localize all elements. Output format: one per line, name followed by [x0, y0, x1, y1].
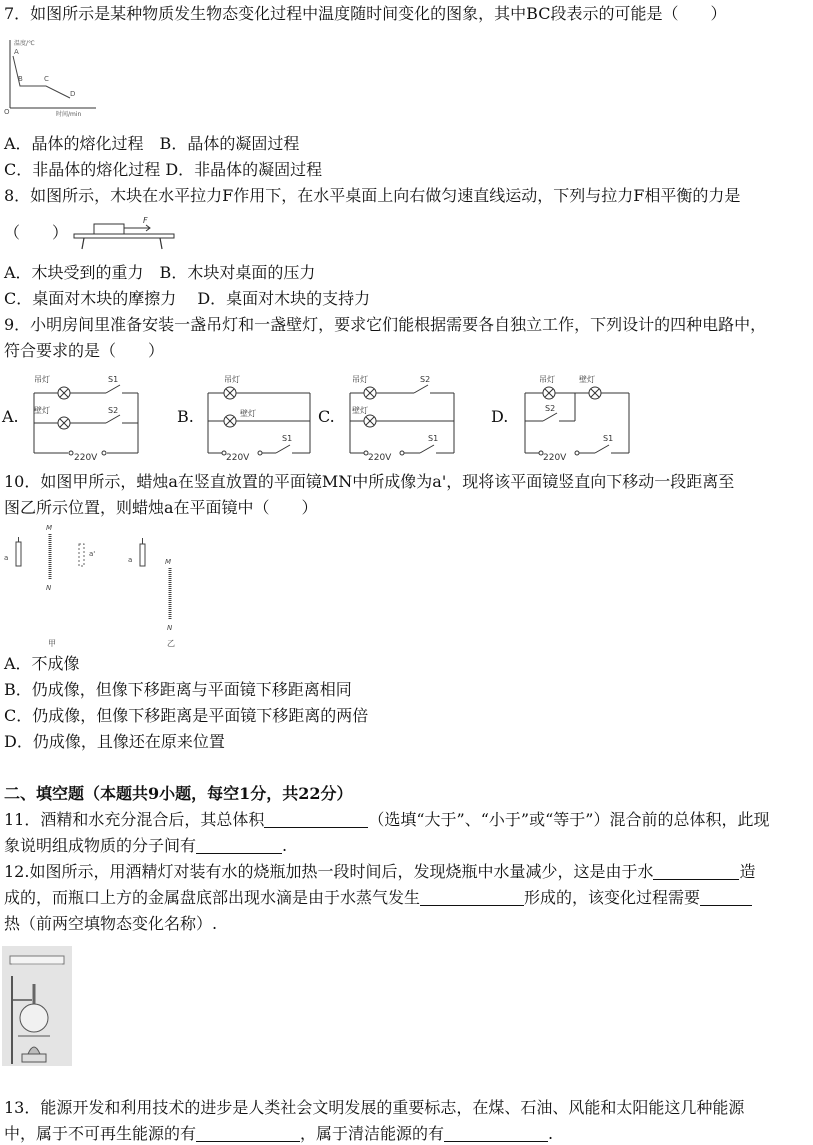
q7-stem: 7．如图所示是某种物质发生物态变化过程中温度随时间变化的图象，其中BC段表示的可能是（ ） [4, 4, 727, 23]
q13-line-2 [4, 1123, 553, 1145]
q7-temperature-graph [2, 36, 102, 120]
q8-force-label: F [143, 216, 148, 225]
q7-origin: O [4, 108, 10, 116]
q8-block-on-table-figure [72, 214, 176, 250]
q11-part1: 11．酒精和水充分混合后，其总体积 [4, 810, 265, 829]
q9-b-voltage-label: 220V [226, 453, 250, 461]
q8-option-line-1: A．木块受到的重力 B．木块对桌面的压力 [4, 263, 316, 282]
q9-c-wall-label: 壁灯 [352, 406, 368, 415]
q10-n-label-jia: N [46, 584, 52, 592]
q9-c-voltage-label: 220V [368, 453, 392, 461]
q9-c-s2-label: S2 [420, 375, 431, 384]
q9-option-c-letter: C. [318, 407, 335, 426]
q10-option-d: D．仍成像，且像还在原来位置 [4, 732, 225, 751]
q11-blank-2[interactable] [196, 837, 282, 854]
q11-line-1 [4, 809, 769, 831]
q9-option-b-letter: B. [177, 407, 194, 426]
q9-b-pendant-label: 吊灯 [224, 375, 240, 384]
q8-option-line-2: C．桌面对木块的摩擦力 D．桌面对木块的支持力 [4, 289, 371, 308]
q10-mirror-figure [2, 522, 182, 650]
q10-image-label: a' [89, 550, 96, 558]
q9-b-s1-label: S1 [282, 434, 293, 443]
q12-part2: 造 [739, 862, 756, 881]
q11-part2: （选填“大于”、“小于”或“等于”）混合前的总体积，此现 [368, 810, 770, 829]
q9-a-pendant-label: 吊灯 [34, 375, 50, 384]
q9-a-wall-label: 壁灯 [34, 406, 50, 415]
q12-blank-3[interactable] [700, 889, 752, 906]
q10-stem-line-2: 图乙所示位置，则蜡烛a在平面镜中（ ） [4, 498, 318, 517]
q12-part5: 热（前两空填物态变化名称）. [4, 914, 218, 933]
q9-circuit-a [28, 369, 146, 461]
q9-option-d-letter: D. [491, 407, 509, 426]
q13-part1: 中，属于不可再生能源的有 [4, 1124, 197, 1143]
q12-part3: 成的，而瓶口上方的金属盘底部出现水滴是由于水蒸气发生 [4, 888, 421, 907]
q9-circuit-d [519, 369, 637, 461]
section-2-title: 二、填空题（本题共9小题，每空1分，共22分） [4, 784, 353, 803]
q7-ylabel: 温度/℃ [14, 40, 35, 47]
q9-d-voltage-label: 220V [543, 453, 567, 461]
q8-stem: 8．如图所示，木块在水平拉力F作用下，在水平桌面上向右做匀速直线运动，下列与拉力F相平衡的力是 [4, 186, 741, 205]
q7-point-d: D [70, 90, 76, 98]
q11-blank-1[interactable] [264, 811, 368, 828]
q11-part4: . [282, 836, 288, 855]
q9-a-s1-label: S1 [108, 375, 119, 384]
q11-line-2 [4, 835, 287, 857]
q10-jia-caption: 甲 [48, 639, 56, 648]
q9-stem-line-1: 9．小明房间里准备安装一盏吊灯和一盏壁灯，要求它们能根据需要各自独立工作，下列设计的四种电路中， [4, 315, 767, 334]
q9-circuit-c [344, 369, 462, 461]
q13-part3: . [548, 1124, 554, 1143]
q12-part4: 形成的，该变化过程需要 [524, 888, 701, 907]
q10-option-b: B．仍成像，但像下移距离与平面镜下移距离相同 [4, 680, 352, 699]
q12-blank-2[interactable] [420, 889, 524, 906]
q9-d-pendant-label: 吊灯 [539, 375, 555, 384]
q9-a-s2-label: S2 [108, 406, 119, 415]
q13-part2: ，属于清洁能源的有 [300, 1124, 445, 1143]
q9-a-voltage-label: 220V [74, 453, 98, 461]
q9-c-pendant-label: 吊灯 [352, 375, 368, 384]
q9-option-a-letter: A. [2, 407, 19, 426]
q10-m-label-yi: M [165, 558, 172, 566]
q7-point-c: C [44, 75, 49, 83]
q13-line-1: 13．能源开发和利用技术的进步是人类社会文明发展的重要标志，在煤、石油、风能和太阳能这几种能源 [4, 1098, 745, 1117]
q9-d-wall-label: 壁灯 [579, 375, 595, 384]
q7-option-line-1: A．晶体的熔化过程 B．晶体的凝固过程 [4, 134, 300, 153]
q10-m-label-jia: M [46, 524, 53, 532]
q7-option-line-2: C．非晶体的熔化过程 D．非晶体的凝固过程 [4, 160, 323, 179]
q10-stem-line-1: 10．如图甲所示，蜡烛a在竖直放置的平面镜MN中所成像为a'，现将该平面镜竖直向下移动一段距离至 [4, 472, 735, 491]
q10-yi-caption: 乙 [167, 639, 175, 648]
q12-part1: 12.如图所示，用酒精灯对装有水的烧瓶加热一段时间后，发现烧瓶中水量减少，这是由于水 [4, 862, 654, 881]
q12-blank-1[interactable] [653, 863, 739, 880]
q7-xlabel: 时间/min [56, 111, 82, 118]
q9-d-s2-label: S2 [545, 404, 556, 413]
q8-paren: （ ） [4, 223, 69, 242]
q13-blank-1[interactable] [196, 1125, 300, 1142]
q9-d-s1-label: S1 [603, 434, 614, 443]
q11-part3: 象说明组成物质的分子间有 [4, 836, 197, 855]
q9-b-wall-label: 壁灯 [240, 409, 256, 418]
q12-flask-heating-photo [2, 946, 72, 1066]
q10-option-c: C．仍成像，但像下移距离是平面镜下移距离的两倍 [4, 706, 369, 725]
q13-blank-2[interactable] [444, 1125, 548, 1142]
q9-circuit-b [202, 369, 318, 461]
q12-line-1 [4, 861, 755, 883]
q9-c-s1-label: S1 [428, 434, 439, 443]
q10-n-label-yi: N [167, 624, 173, 632]
q10-candle-label-jia: a [4, 554, 9, 562]
q10-candle-label-yi: a [128, 556, 133, 564]
q9-stem-line-2: 符合要求的是（ ） [4, 341, 165, 360]
q10-option-a: A．不成像 [4, 654, 80, 673]
q12-line-2 [4, 887, 752, 909]
q7-point-a: A [14, 48, 19, 56]
q7-point-b: B [18, 75, 23, 83]
